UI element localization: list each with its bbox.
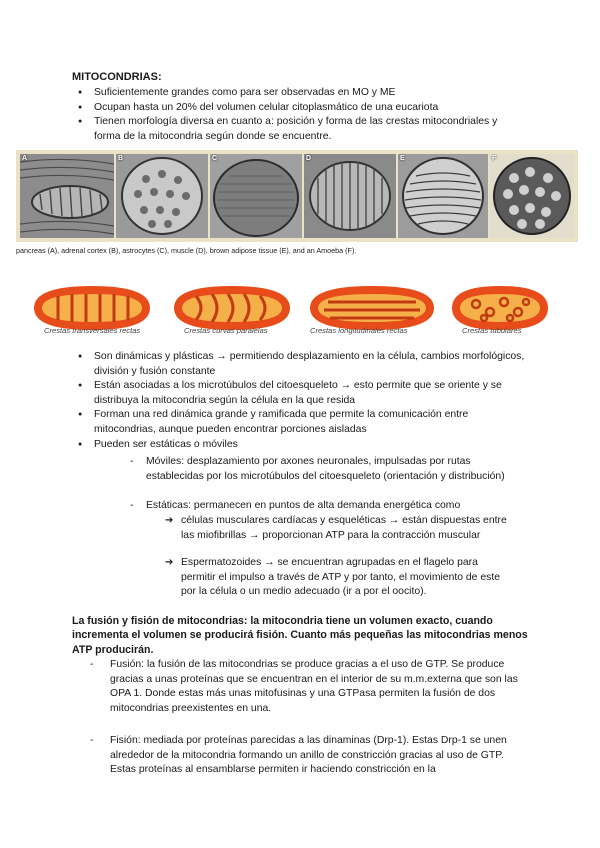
sub-item-estaticas <box>130 499 510 514</box>
sub-item-text: Estáticas: permanecen en puntos de alta demanda energética como <box>146 500 461 511</box>
fusion-text: Fusión: la fusión de las mitocondrias se produce gracias a el uso de GTP. Se produce gracias a unas proteínas que se encuentran en el interior de su m.m.externa que son las OPA 1. Donde estas más unas mitofusinas y una GTPasa permiten la fusión de dos mitocondrias preexistentes en una. <box>110 659 518 714</box>
panel-label: F <box>492 155 497 162</box>
sub-item-text: Móviles: desplazamiento por axones neuronales, impulsadas por rutas establecidas por los microtúbulos del citoesqueleto (orientación y distribución) <box>146 456 505 482</box>
bullet-item: ● Ocupan hasta un 20% del volumen celular citoplasmático de una eucariota <box>72 101 512 116</box>
micrograph-panel-e <box>398 154 488 238</box>
bullet-item: ● Están asociadas a los microtúbulos del citoesqueleto → esto permite que se oriente y se distribuya la mitocondria según la célula en la que resida <box>72 379 532 408</box>
panel-label: B <box>118 155 124 162</box>
micrograph-panel-f <box>490 154 574 238</box>
section-heading: MITOCONDRIAS: <box>72 71 162 83</box>
cristae-tubular-icon <box>452 286 548 330</box>
panel-label: D <box>306 155 312 162</box>
panel-label: E <box>400 155 405 162</box>
micrograph-panel-d <box>304 154 396 238</box>
arrow-item-musculares <box>165 514 515 543</box>
dash-marker: - <box>130 500 134 511</box>
diagram-label: Crestas tubulares <box>462 326 522 335</box>
bullet-item: ● Son dinámicas y plásticas → permitiendo desplazamiento en la célula, cambios morfológicos, división y fusión constante <box>72 350 532 379</box>
top-bullet-list <box>72 86 512 144</box>
bullet-item: ● Forman una red dinámica grande y ramificada que permite la comunicación entre mitocondrias, aunque pueden encontrar porciones aisladas <box>72 408 532 437</box>
arrow-item-espermatozoides <box>165 556 515 600</box>
diagram-label: Crestas curvas paralelas <box>184 326 268 335</box>
dash-marker: - <box>130 456 134 467</box>
arrow-item-text: Espermatozoides → se encuentran agrupadas en el flagelo para permitir el impulso a través de ATP y por tanto, el movimiento de este por la célula o un medio adecuado (ir a por el oocito). <box>181 557 500 598</box>
cristae-curvas-icon <box>174 286 290 330</box>
arrow-marker: ➔ <box>165 557 174 568</box>
dash-marker: - <box>90 735 94 746</box>
diagram-label: Crestas longitudinales rectas <box>310 326 408 335</box>
fusion-paragraph <box>90 658 530 716</box>
sub-item-moviles <box>130 455 510 484</box>
bullet-item: ● Pueden ser estáticas o móviles <box>72 438 532 453</box>
bullet-item: ● Tienen morfología diversa en cuanto a: posición y forma de las crestas mitocondriales y forma de la mitocondria según donde se encuentre. <box>72 115 512 144</box>
panel-label: C <box>212 155 218 162</box>
mid-bullet-list <box>72 350 532 452</box>
bullet-item: ● Suficientemente grandes como para ser observadas en MO y ME <box>72 86 512 101</box>
micrograph-caption: pancreas (A), adrenal cortex (B), astrocytes (C), muscle (D), brown adipose tissue (E), and an Amoeba (F). <box>16 246 357 255</box>
micrograph-panel-c <box>210 154 302 238</box>
fusion-fision-intro: La fusión y fisión de mitocondrias: la mitocondria tiene un volumen exacto, cuando incrementa el volumen se producirá fisión. Cuanto más pequeñas las mitocondrias menos ATP producirán. <box>72 615 528 656</box>
fision-text: Fisión: mediada por proteínas parecidas a las dinaminas (Drp-1). Estas Drp-1 se unen alrededor de la mitocondria formando un anillo de constricción gracias al uso de GTP. Estas proteínas al ensamblarse permiten ir haciendo constricción en la <box>110 735 507 776</box>
arrow-item-text: células musculares cardíacas y esqueléticas → están dispuestas entre las miofibrillas → proporcionan ATP para la contracción muscular <box>181 515 507 541</box>
panel-label: A <box>22 155 28 162</box>
fision-paragraph <box>90 734 530 778</box>
diagram-label: Crestas transversales rectas <box>44 326 141 335</box>
micrograph-panel-b <box>116 154 208 238</box>
micrograph-panel-a <box>20 154 114 238</box>
micrograph-figure <box>16 150 578 242</box>
arrow-marker: ➔ <box>165 515 174 526</box>
dash-marker: - <box>90 659 94 670</box>
cristae-transversal-icon <box>34 286 150 330</box>
cristae-longitudinal-icon <box>310 286 434 330</box>
